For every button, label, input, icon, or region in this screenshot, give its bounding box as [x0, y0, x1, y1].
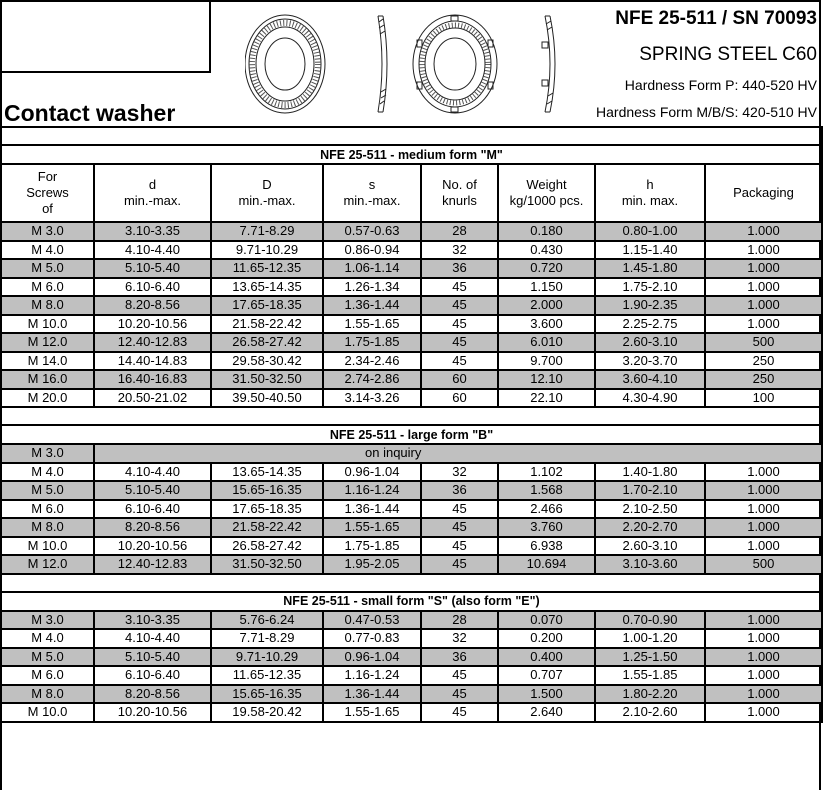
table-cell: 1.75-1.85	[323, 333, 421, 352]
logo-placeholder	[0, 0, 211, 73]
table-cell: 10.20-10.56	[94, 315, 211, 334]
table-row	[1, 703, 822, 722]
table-row	[1, 537, 822, 556]
table-cell: 45	[421, 333, 498, 352]
table-cell: 1.000	[705, 518, 822, 537]
table-cell: 2.25-2.75	[595, 315, 705, 334]
column-header-line: min.-max.	[238, 193, 296, 208]
table-cell: 1.000	[705, 463, 822, 482]
washer-notched-side-icon	[542, 16, 555, 112]
table-cell: M 5.0	[1, 481, 94, 500]
table-cell: M 8.0	[1, 685, 94, 704]
on-inquiry-note: on inquiry	[94, 444, 822, 463]
table-cell: 2.10-2.50	[595, 500, 705, 519]
column-header-line: Packaging	[733, 185, 794, 200]
table-cell: 29.58-30.42	[211, 352, 323, 371]
table-cell: 2.10-2.60	[595, 703, 705, 722]
table-cell: 1.000	[705, 259, 822, 278]
table-cell: 12.40-12.83	[94, 333, 211, 352]
table-cell: 3.60-4.10	[595, 370, 705, 389]
table-cell: 0.77-0.83	[323, 629, 421, 648]
table-cell: 11.65-12.35	[211, 259, 323, 278]
column-header-row	[1, 164, 822, 222]
table-cell: M 10.0	[1, 703, 94, 722]
table-cell: 45	[421, 500, 498, 519]
washer-drawings	[245, 12, 565, 116]
table-cell: 10.20-10.56	[94, 537, 211, 556]
table-cell: 3.10-3.35	[94, 611, 211, 630]
table-cell: 1.15-1.40	[595, 241, 705, 260]
table-cell: 0.96-1.04	[323, 463, 421, 482]
table-row	[1, 241, 822, 260]
table-cell: 1.55-1.85	[595, 666, 705, 685]
table-cell: 36	[421, 648, 498, 667]
column-header	[705, 164, 822, 222]
table-cell: 1.26-1.34	[323, 278, 421, 297]
table-cell: 1.000	[705, 648, 822, 667]
column-header-line: For	[37, 169, 58, 184]
table-cell: M 6.0	[1, 278, 94, 297]
table-cell: 32	[421, 241, 498, 260]
table-cell: M 10.0	[1, 315, 94, 334]
table-cell: M 4.0	[1, 241, 94, 260]
table-cell: 0.430	[498, 241, 595, 260]
table-cell: 1.80-2.20	[595, 685, 705, 704]
section-title-row	[1, 145, 822, 164]
table-cell: 6.938	[498, 537, 595, 556]
section-title: NFE 25-511 - medium form "M"	[1, 145, 822, 164]
table-cell: 0.47-0.53	[323, 611, 421, 630]
table-cell: 0.400	[498, 648, 595, 667]
table-cell: M 8.0	[1, 296, 94, 315]
table-cell: M 6.0	[1, 666, 94, 685]
table-cell: 45	[421, 703, 498, 722]
table-row	[1, 296, 822, 315]
column-header	[94, 164, 211, 222]
table-cell: 2.000	[498, 296, 595, 315]
table-cell: 7.71-8.29	[211, 222, 323, 241]
table-cell: 60	[421, 370, 498, 389]
column-header-line: min.-max.	[123, 193, 182, 208]
table-row	[1, 463, 822, 482]
table-row	[1, 333, 822, 352]
washer-side-icon	[378, 16, 387, 112]
section-title-row	[1, 425, 822, 444]
table-cell: 1.36-1.44	[323, 685, 421, 704]
table-row	[1, 629, 822, 648]
table-cell: M 14.0	[1, 352, 94, 371]
table-cell: 2.34-2.46	[323, 352, 421, 371]
table-cell: 45	[421, 666, 498, 685]
table-cell: M 12.0	[1, 555, 94, 574]
table-cell: 1.90-2.35	[595, 296, 705, 315]
column-header	[421, 164, 498, 222]
table-cell: 1.000	[705, 629, 822, 648]
table-cell: 45	[421, 685, 498, 704]
table-cell: 2.20-2.70	[595, 518, 705, 537]
table-cell: 45	[421, 278, 498, 297]
washer-front-icon	[245, 15, 325, 113]
table-cell: 0.180	[498, 222, 595, 241]
table-cell: 1.40-1.80	[595, 463, 705, 482]
table-cell: 8.20-8.56	[94, 685, 211, 704]
hardness-form-mbs: Hardness Form M/B/S: 420-510 HV	[596, 104, 817, 120]
section-title: NFE 25-511 - small form "S" (also form "E")	[1, 592, 822, 611]
table-cell: 1.000	[705, 500, 822, 519]
table-cell: 36	[421, 481, 498, 500]
table-cell: 45	[421, 537, 498, 556]
table-row	[1, 611, 822, 630]
table-cell: 1.06-1.14	[323, 259, 421, 278]
table-cell: 31.50-32.50	[211, 555, 323, 574]
table-cell: 1.000	[705, 241, 822, 260]
table-cell: 9.700	[498, 352, 595, 371]
table-cell: 6.10-6.40	[94, 500, 211, 519]
table-cell: 20.50-21.02	[94, 389, 211, 408]
table-cell: 4.10-4.40	[94, 463, 211, 482]
section-title-row	[1, 592, 822, 611]
table-cell: M 8.0	[1, 518, 94, 537]
table-cell: 3.600	[498, 315, 595, 334]
table-cell: 3.10-3.60	[595, 555, 705, 574]
table-cell: 2.640	[498, 703, 595, 722]
table-row	[1, 222, 822, 241]
table-cell: 1.000	[705, 703, 822, 722]
hardness-form-p: Hardness Form P: 440-520 HV	[624, 77, 817, 93]
table-cell: 9.71-10.29	[211, 648, 323, 667]
table-cell: 1.568	[498, 481, 595, 500]
table-cell: M 20.0	[1, 389, 94, 408]
table-cell: 15.65-16.35	[211, 481, 323, 500]
column-header	[323, 164, 421, 222]
table-cell: 16.40-16.83	[94, 370, 211, 389]
table-cell: 1.150	[498, 278, 595, 297]
table-cell: 100	[705, 389, 822, 408]
column-header	[595, 164, 705, 222]
table-cell: 6.10-6.40	[94, 666, 211, 685]
table-cell: 1.000	[705, 537, 822, 556]
table-row	[1, 315, 822, 334]
column-header-line: No. of	[442, 177, 477, 192]
column-header	[1, 164, 94, 222]
table-cell: M 4.0	[1, 463, 94, 482]
screw-size: M 3.0	[1, 444, 94, 463]
table-cell: 45	[421, 352, 498, 371]
table-cell: 32	[421, 629, 498, 648]
table-cell: 12.40-12.83	[94, 555, 211, 574]
column-header-line: s	[368, 177, 376, 192]
table-cell: 1.36-1.44	[323, 500, 421, 519]
table-cell: 45	[421, 315, 498, 334]
table-cell: 3.10-3.35	[94, 222, 211, 241]
table-cell: 1.500	[498, 685, 595, 704]
table-cell: M 16.0	[1, 370, 94, 389]
table-cell: 22.10	[498, 389, 595, 408]
washer-notched-front-icon	[413, 15, 497, 113]
table-cell: 5.76-6.24	[211, 611, 323, 630]
table-cell: 1.16-1.24	[323, 666, 421, 685]
table-cell: 1.36-1.44	[323, 296, 421, 315]
table-row	[1, 370, 822, 389]
table-cell: 9.71-10.29	[211, 241, 323, 260]
column-header	[211, 164, 323, 222]
table-cell: 1.25-1.50	[595, 648, 705, 667]
table-cell: 13.65-14.35	[211, 278, 323, 297]
table-cell: 60	[421, 389, 498, 408]
table-cell: 17.65-18.35	[211, 296, 323, 315]
table-cell: M 10.0	[1, 537, 94, 556]
table-cell: 4.10-4.40	[94, 241, 211, 260]
table-row	[1, 352, 822, 371]
table-cell: 28	[421, 611, 498, 630]
table-cell: 5.10-5.40	[94, 648, 211, 667]
table-cell: 5.10-5.40	[94, 259, 211, 278]
table-cell: 0.200	[498, 629, 595, 648]
table-cell: M 4.0	[1, 629, 94, 648]
spec-table	[0, 126, 823, 723]
table-cell: 21.58-22.42	[211, 518, 323, 537]
table-cell: 8.20-8.56	[94, 296, 211, 315]
table-cell: 500	[705, 555, 822, 574]
table-cell: 12.10	[498, 370, 595, 389]
column-header-line: of	[42, 201, 53, 216]
page-title: Contact washer	[4, 100, 176, 126]
spacer-row	[1, 407, 822, 425]
table-cell: 3.20-3.70	[595, 352, 705, 371]
table-cell: 19.58-20.42	[211, 703, 323, 722]
table-cell: 39.50-40.50	[211, 389, 323, 408]
table-cell: 21.58-22.42	[211, 315, 323, 334]
table-cell: 1.102	[498, 463, 595, 482]
table-cell: 1.000	[705, 481, 822, 500]
table-cell: 1.000	[705, 278, 822, 297]
table-cell: 0.720	[498, 259, 595, 278]
table-cell: 45	[421, 555, 498, 574]
table-row	[1, 685, 822, 704]
table-cell: 2.74-2.86	[323, 370, 421, 389]
table-cell: 13.65-14.35	[211, 463, 323, 482]
table-cell: 45	[421, 296, 498, 315]
table-row	[1, 518, 822, 537]
table-cell: 0.70-0.90	[595, 611, 705, 630]
table-cell: 45	[421, 518, 498, 537]
table-cell: 5.10-5.40	[94, 481, 211, 500]
column-header-line: min. max.	[621, 193, 679, 208]
table-cell: M 6.0	[1, 500, 94, 519]
table-cell: 28	[421, 222, 498, 241]
table-row	[1, 259, 822, 278]
table-row	[1, 555, 822, 574]
column-header-line: d	[148, 177, 157, 192]
table-cell: 6.010	[498, 333, 595, 352]
table-cell: 1.70-2.10	[595, 481, 705, 500]
table-cell: 1.000	[705, 222, 822, 241]
table-cell: M 5.0	[1, 259, 94, 278]
column-header-line: D	[262, 177, 272, 192]
table-row	[1, 648, 822, 667]
table-cell: 1.000	[705, 315, 822, 334]
table-cell: 0.070	[498, 611, 595, 630]
table-cell: 1.45-1.80	[595, 259, 705, 278]
table-cell: 36	[421, 259, 498, 278]
table-cell: 1.00-1.20	[595, 629, 705, 648]
table-row	[1, 500, 822, 519]
table-cell: 1.75-2.10	[595, 278, 705, 297]
table-cell: 2.466	[498, 500, 595, 519]
column-header	[498, 164, 595, 222]
table-cell: 500	[705, 333, 822, 352]
table-cell: M 12.0	[1, 333, 94, 352]
spacer-row	[1, 127, 822, 145]
table-cell: 32	[421, 463, 498, 482]
table-cell: 10.694	[498, 555, 595, 574]
column-header-line: h	[646, 177, 654, 192]
table-cell: 6.10-6.40	[94, 278, 211, 297]
table-row	[1, 481, 822, 500]
table-cell: 3.14-3.26	[323, 389, 421, 408]
table-cell: 3.760	[498, 518, 595, 537]
spacer-row	[1, 574, 822, 592]
table-cell: 2.60-3.10	[595, 537, 705, 556]
column-header-line: Weight	[526, 177, 567, 192]
table-cell: 1.95-2.05	[323, 555, 421, 574]
table-row	[1, 389, 822, 408]
table-cell: 250	[705, 370, 822, 389]
table-cell: 2.60-3.10	[595, 333, 705, 352]
table-cell: 17.65-18.35	[211, 500, 323, 519]
table-cell: 1.000	[705, 666, 822, 685]
column-header-line: knurls	[442, 193, 477, 208]
table-cell: 250	[705, 352, 822, 371]
table-cell: 1.000	[705, 611, 822, 630]
table-row	[1, 444, 822, 463]
table-row	[1, 666, 822, 685]
table-cell: M 3.0	[1, 222, 94, 241]
table-cell: 14.40-14.83	[94, 352, 211, 371]
table-cell: 1.55-1.65	[323, 703, 421, 722]
table-cell: 1.000	[705, 685, 822, 704]
table-cell: M 5.0	[1, 648, 94, 667]
table-cell: 10.20-10.56	[94, 703, 211, 722]
section-title: NFE 25-511 - large form "B"	[1, 425, 822, 444]
column-header-line: min.-max.	[343, 193, 401, 208]
table-cell: 0.707	[498, 666, 595, 685]
table-cell: M 3.0	[1, 611, 94, 630]
table-cell: 0.80-1.00	[595, 222, 705, 241]
table-cell: 26.58-27.42	[211, 537, 323, 556]
table-row	[1, 278, 822, 297]
table-cell: 0.86-0.94	[323, 241, 421, 260]
column-header-line: kg/1000 pcs.	[509, 193, 584, 208]
table-cell: 26.58-27.42	[211, 333, 323, 352]
table-cell: 0.96-1.04	[323, 648, 421, 667]
table-cell: 4.10-4.40	[94, 629, 211, 648]
table-cell: 1.55-1.65	[323, 518, 421, 537]
table-cell: 15.65-16.35	[211, 685, 323, 704]
table-cell: 1.000	[705, 296, 822, 315]
table-cell: 7.71-8.29	[211, 629, 323, 648]
table-cell: 0.57-0.63	[323, 222, 421, 241]
header	[0, 0, 821, 128]
table-cell: 1.55-1.65	[323, 315, 421, 334]
table-cell: 8.20-8.56	[94, 518, 211, 537]
table-cell: 4.30-4.90	[595, 389, 705, 408]
material: SPRING STEEL C60	[639, 44, 817, 65]
table-cell: 1.75-1.85	[323, 537, 421, 556]
column-header-line: Screws	[26, 185, 69, 200]
table-cell: 1.16-1.24	[323, 481, 421, 500]
table-cell: 31.50-32.50	[211, 370, 323, 389]
standard-number: NFE 25-511 / SN 70093	[615, 8, 817, 29]
table-cell: 11.65-12.35	[211, 666, 323, 685]
